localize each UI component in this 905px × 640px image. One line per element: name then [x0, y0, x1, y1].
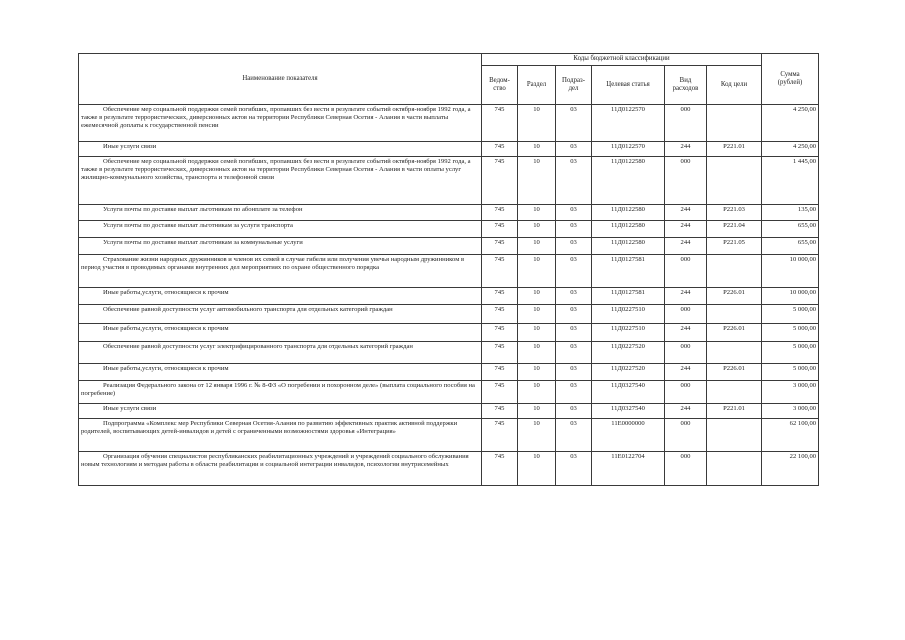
row-ved: 745 [482, 324, 518, 342]
row-sum: 135,00 [762, 205, 819, 221]
row-kosgu [707, 305, 762, 324]
row-vid: 000 [665, 419, 707, 452]
row-ved: 745 [482, 142, 518, 157]
row-podrazdel: 03 [556, 452, 592, 486]
table-row [79, 342, 819, 364]
table-row [79, 255, 819, 288]
row-target: 11Д0122580 [592, 238, 665, 255]
row-razdel: 10 [518, 205, 556, 221]
row-target: 11Д0122580 [592, 205, 665, 221]
table-row [79, 142, 819, 157]
header-name: Наименование показателя [79, 54, 482, 105]
table-row [79, 404, 819, 419]
row-razdel: 10 [518, 452, 556, 486]
header-razdel: Раздел [518, 66, 556, 105]
row-podrazdel: 03 [556, 157, 592, 205]
row-name: Иные услуги связи [103, 405, 157, 412]
row-razdel: 10 [518, 105, 556, 142]
row-vid: 244 [665, 142, 707, 157]
table-row [79, 364, 819, 381]
table-row [79, 452, 819, 486]
row-target: 11Д0327540 [592, 404, 665, 419]
row-vid: 244 [665, 288, 707, 305]
row-vid: 000 [665, 342, 707, 364]
row-podrazdel: 03 [556, 238, 592, 255]
row-name: Иные услуги связи [103, 143, 157, 150]
header-vid: Вид расходов [665, 66, 707, 105]
table-row [79, 221, 819, 238]
row-sum: 4 250,00 [762, 105, 819, 142]
row-vid: 000 [665, 452, 707, 486]
row-vid: 244 [665, 324, 707, 342]
row-sum: 4 250,00 [762, 142, 819, 157]
row-vid: 244 [665, 364, 707, 381]
row-vid: 244 [665, 238, 707, 255]
row-podrazdel: 03 [556, 221, 592, 238]
row-sum: 22 100,00 [762, 452, 819, 486]
row-sum: 5 000,00 [762, 342, 819, 364]
row-razdel: 10 [518, 305, 556, 324]
row-podrazdel: 03 [556, 255, 592, 288]
row-sum: 3 000,00 [762, 381, 819, 404]
row-kosgu: Р221.04 [707, 221, 762, 238]
row-kosgu [707, 342, 762, 364]
row-name: Услуги почты по доставке выплат льготникам за коммунальные услуги [103, 239, 303, 246]
row-razdel: 10 [518, 419, 556, 452]
row-podrazdel: 03 [556, 324, 592, 342]
row-razdel: 10 [518, 221, 556, 238]
row-ved: 745 [482, 157, 518, 205]
table-row [79, 105, 819, 142]
row-kosgu [707, 105, 762, 142]
row-target: 11Д0127581 [592, 288, 665, 305]
table-row [79, 305, 819, 324]
row-vid: 244 [665, 404, 707, 419]
row-kosgu [707, 255, 762, 288]
row-target: 11Д0122570 [592, 142, 665, 157]
row-target: 11Д0122570 [592, 105, 665, 142]
row-podrazdel: 03 [556, 142, 592, 157]
row-name: Обеспечение равной доступности услуг электрифицированного транспорта для отдельных категорий граждан [103, 343, 413, 350]
header-kosgu: Код цели [707, 66, 762, 105]
row-ved: 745 [482, 238, 518, 255]
header-sum: Сумма (рублей) [762, 54, 819, 105]
row-kosgu: Р221.05 [707, 238, 762, 255]
row-podrazdel: 03 [556, 404, 592, 419]
row-podrazdel: 03 [556, 419, 592, 452]
row-ved: 745 [482, 255, 518, 288]
row-ved: 745 [482, 288, 518, 305]
row-target: 11Д0122580 [592, 157, 665, 205]
table-row [79, 288, 819, 305]
row-sum: 655,00 [762, 221, 819, 238]
row-ved: 745 [482, 452, 518, 486]
row-razdel: 10 [518, 404, 556, 419]
row-name: Обеспечение равной доступности услуг автомобильного транспорта для отдельных категорий граждан [103, 306, 393, 313]
budget-table [78, 53, 819, 486]
row-vid: 244 [665, 221, 707, 238]
header-ved: Ведом- ство [482, 66, 518, 105]
row-target: 11Д0327540 [592, 381, 665, 404]
row-razdel: 10 [518, 342, 556, 364]
row-name: Обеспечение мер социальной поддержки семей погибших, пропавших без вести в результате событий октября-ноября 1992 года, а также в результате террористических, диверсионных актов на территории Республики Северная Осетия - Алания в части оплаты услуг жилищно-коммунального хозяйства, транспорта и телефонной связи [81, 158, 471, 181]
table-row [79, 157, 819, 205]
row-name: Иные работы,услуги, относящиеся к прочим [103, 365, 229, 372]
row-razdel: 10 [518, 381, 556, 404]
row-vid: 000 [665, 157, 707, 205]
row-name: Страхование жизни народных дружинников и членов их семей в случае гибели или получения увечья народным дружинником в период участия в проводимых органами внутренних дел мероприятиях по охране общественного порядка [81, 256, 465, 271]
row-kosgu [707, 452, 762, 486]
row-podrazdel: 03 [556, 305, 592, 324]
row-vid: 000 [665, 381, 707, 404]
row-ved: 745 [482, 364, 518, 381]
row-sum: 3 000,00 [762, 404, 819, 419]
row-podrazdel: 03 [556, 381, 592, 404]
row-ved: 745 [482, 404, 518, 419]
row-sum: 5 000,00 [762, 364, 819, 381]
row-name: Реализация Федерального закона от 12 января 1996 г. № 8-ФЗ «О погребении и похоронном деле» (выплата социального пособия на погребение) [81, 382, 475, 397]
row-ved: 745 [482, 105, 518, 142]
row-sum: 5 000,00 [762, 305, 819, 324]
row-podrazdel: 03 [556, 364, 592, 381]
row-razdel: 10 [518, 288, 556, 305]
table-row [79, 419, 819, 452]
row-kosgu [707, 381, 762, 404]
header-podrazdel: Подраз- дел [556, 66, 592, 105]
row-sum: 655,00 [762, 238, 819, 255]
row-podrazdel: 03 [556, 205, 592, 221]
row-target: 11Д0227510 [592, 305, 665, 324]
row-kosgu: Р221.01 [707, 404, 762, 419]
row-ved: 745 [482, 205, 518, 221]
row-sum: 1 445,00 [762, 157, 819, 205]
row-target: 11Д0122580 [592, 221, 665, 238]
row-kosgu: Р221.01 [707, 142, 762, 157]
header-codes-group: Коды бюджетной классификации [482, 54, 762, 66]
row-kosgu: Р226.01 [707, 364, 762, 381]
row-ved: 745 [482, 342, 518, 364]
row-razdel: 10 [518, 157, 556, 205]
row-razdel: 10 [518, 142, 556, 157]
row-vid: 000 [665, 255, 707, 288]
header-target: Целевая статья [592, 66, 665, 105]
table-row [79, 205, 819, 221]
row-razdel: 10 [518, 364, 556, 381]
row-ved: 745 [482, 305, 518, 324]
row-podrazdel: 03 [556, 342, 592, 364]
row-sum: 10 000,00 [762, 288, 819, 305]
row-name: Обеспечение мер социальной поддержки семей погибших, пропавших без вести в результате событий октября-ноября 1992 года, а также в результате террористических, диверсионных актов на территории Республики Северная Осетия - Алания в части выплаты ежемесячной доплаты к государственной пенсии [81, 106, 471, 129]
row-ved: 745 [482, 381, 518, 404]
row-ved: 745 [482, 221, 518, 238]
row-sum: 10 000,00 [762, 255, 819, 288]
row-razdel: 10 [518, 324, 556, 342]
table-row [79, 381, 819, 404]
table-row [79, 238, 819, 255]
row-razdel: 10 [518, 238, 556, 255]
row-target: 11Д0127581 [592, 255, 665, 288]
row-target: 11Д0227510 [592, 324, 665, 342]
row-target: 11Д0227520 [592, 364, 665, 381]
row-podrazdel: 03 [556, 288, 592, 305]
row-kosgu: Р226.01 [707, 288, 762, 305]
row-sum: 62 100,00 [762, 419, 819, 452]
row-name: Организация обучения специалистов республиканских реабилитационных учреждений и учреждений социального обслуживания новым технологиям и методам работы в области реабилитации и социальной интеграции инвалидов, психологии внутрисемейных [81, 453, 469, 468]
row-kosgu [707, 419, 762, 452]
row-kosgu: Р226.01 [707, 324, 762, 342]
row-target: 11Е0122704 [592, 452, 665, 486]
row-razdel: 10 [518, 255, 556, 288]
table-row [79, 324, 819, 342]
row-vid: 244 [665, 205, 707, 221]
row-name: Подпрограмма «Комплекс мер Республики Северная Осетия-Алания по развитию эффективных практик активной поддержки родителей, воспитывающих детей-инвалидов и детей с ограниченными возможностями здоровья «Интеграция» [81, 420, 458, 435]
row-ved: 745 [482, 419, 518, 452]
row-vid: 000 [665, 105, 707, 142]
row-podrazdel: 03 [556, 105, 592, 142]
row-target: 11Д0227520 [592, 342, 665, 364]
row-name: Услуги почты по доставке выплат льготникам за услуги транспорта [103, 222, 293, 229]
row-sum: 5 000,00 [762, 324, 819, 342]
row-vid: 000 [665, 305, 707, 324]
row-name: Иные работы,услуги, относящиеся к прочим [103, 325, 229, 332]
row-name: Иные работы,услуги, относящиеся к прочим [103, 289, 229, 296]
row-name: Услуги почты по доставке выплат льготникам по абонплате за телефон [103, 206, 303, 213]
row-kosgu: Р221.03 [707, 205, 762, 221]
row-kosgu [707, 157, 762, 205]
row-target: 11Е0000000 [592, 419, 665, 452]
table-header [79, 54, 819, 105]
